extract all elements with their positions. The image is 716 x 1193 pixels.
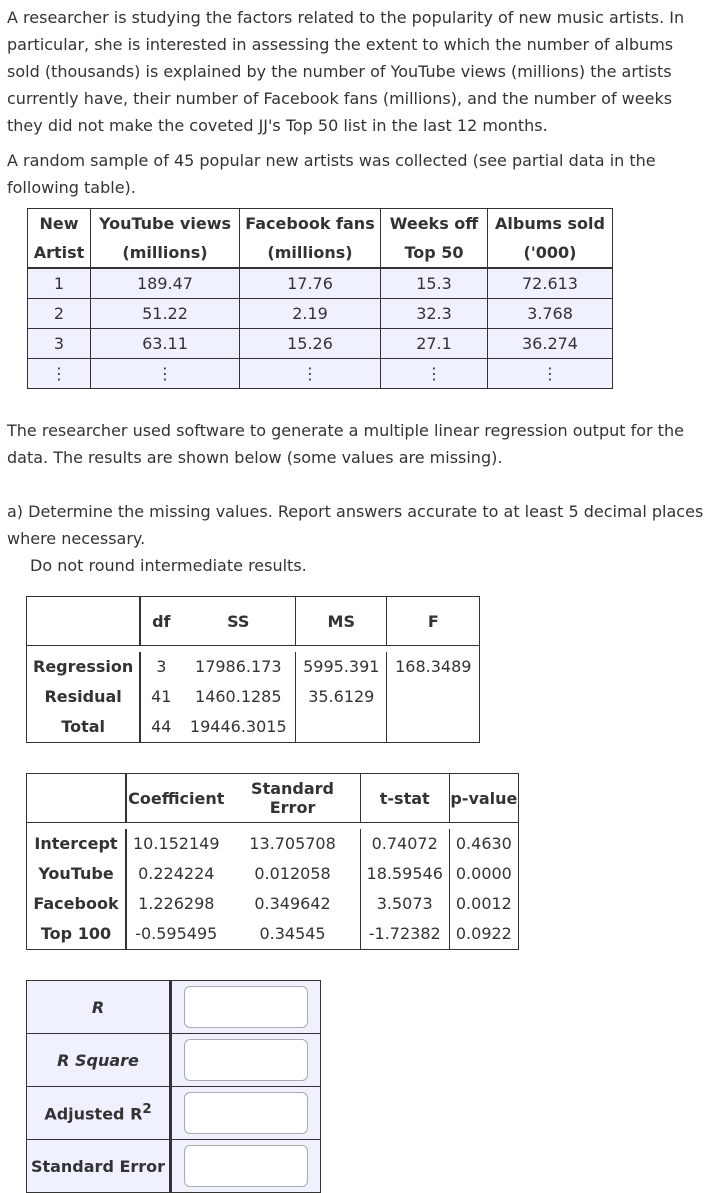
r-square-input[interactable] xyxy=(184,1039,308,1081)
anova-corner xyxy=(27,597,141,646)
cell: 51.22 xyxy=(91,299,240,329)
header-youtube-1: YouTube views xyxy=(91,209,240,239)
cell: 72.613 xyxy=(488,268,613,299)
table-row xyxy=(27,981,321,1034)
question-text: a) Determine the missing values. Report answers accurate to at least 5 decimal places where necessary. xyxy=(7,502,704,548)
coef-se: 0.012058 xyxy=(226,859,361,889)
anova-ms xyxy=(296,712,387,743)
r-label xyxy=(27,981,171,1034)
adjusted-r2-superscript: 2 xyxy=(142,1102,152,1118)
table-row xyxy=(27,1034,321,1087)
r-square-label xyxy=(27,1034,171,1087)
header-weeks-1: Weeks off xyxy=(381,209,488,239)
header-albums-2: ('000) xyxy=(488,238,613,268)
coef-p: 0.4630 xyxy=(449,829,518,859)
cell: 32.3 xyxy=(381,299,488,329)
table-row xyxy=(27,889,519,919)
coefficients-table xyxy=(26,773,519,950)
fit-statistics-table xyxy=(26,980,321,1193)
anova-table xyxy=(26,596,480,743)
table-row xyxy=(27,1087,321,1140)
coef-t: 18.59546 xyxy=(360,859,449,889)
r-square-label-text: R Square xyxy=(57,1050,139,1070)
table-row xyxy=(28,299,613,329)
header-facebook-1: Facebook fans xyxy=(240,209,381,239)
intro-paragraph-2: A random sample of 45 popular new artists was collected (see partial data in the following table). xyxy=(7,151,656,197)
coef-se: 0.34545 xyxy=(226,919,361,950)
coef-p: 0.0012 xyxy=(449,889,518,919)
cell: ⋮ xyxy=(488,359,613,389)
table-row xyxy=(27,829,519,859)
r-input[interactable] xyxy=(184,986,308,1028)
table-row xyxy=(28,329,613,359)
header-artist-1: New xyxy=(28,209,91,239)
header-albums-1: Albums sold xyxy=(488,209,613,239)
header-youtube-2: (millions) xyxy=(91,238,240,268)
standard-error-input[interactable] xyxy=(184,1145,308,1187)
cell: 15.3 xyxy=(381,268,488,299)
cell: 189.47 xyxy=(91,268,240,299)
data-table xyxy=(27,208,613,389)
table-row xyxy=(27,1140,321,1193)
adjusted-r2-input[interactable] xyxy=(184,1092,308,1134)
cell: 3.768 xyxy=(488,299,613,329)
header-artist-2: Artist xyxy=(28,238,91,268)
cell: 36.274 xyxy=(488,329,613,359)
cell: 27.1 xyxy=(381,329,488,359)
table-row xyxy=(27,919,519,950)
cell: 17.76 xyxy=(240,268,381,299)
table-row xyxy=(28,359,613,389)
paragraph-regression: The researcher used software to generate a multiple linear regression output for the data. The results are shown below (some values are missing). xyxy=(7,421,684,467)
coef-se: 13.705708 xyxy=(226,829,361,859)
cell: 3 xyxy=(28,329,91,359)
r-label-text: R xyxy=(91,997,105,1017)
anova-ms: 35.6129 xyxy=(296,682,387,712)
coef-value: 1.226298 xyxy=(126,889,226,919)
cell: 2.19 xyxy=(240,299,381,329)
coef-header-coefficient: Coefficient xyxy=(126,774,226,823)
table-row xyxy=(27,652,480,682)
coef-row-label: Facebook xyxy=(27,889,127,919)
coef-header-t: t-stat xyxy=(360,774,449,823)
anova-ms: 5995.391 xyxy=(296,652,387,682)
anova-f xyxy=(387,712,480,743)
anova-header-ms: MS xyxy=(296,597,387,646)
coef-row-label: Top 100 xyxy=(27,919,127,950)
anova-ss: 19446.3015 xyxy=(181,712,296,743)
cell: 63.11 xyxy=(91,329,240,359)
anova-row-label: Total xyxy=(27,712,141,743)
table-row xyxy=(27,682,480,712)
cell: 15.26 xyxy=(240,329,381,359)
intro-paragraph-1: A researcher is studying the factors related to the popularity of new music artists. In particular, she is interested in assessing the extent to which the number of albums sold (thousands) is explained by the number of YouTube views (millions) the artists currently have, their number of Facebook fans (millions), and the number of weeks they did not make the coveted JJ's Top 50 list in the last 12 months. xyxy=(7,8,685,135)
coef-p: 0.0922 xyxy=(449,919,518,950)
cell: ⋮ xyxy=(381,359,488,389)
coef-header-se: Standard Error xyxy=(226,774,361,823)
adjusted-r2-label-text: Adjusted R xyxy=(44,1104,143,1124)
cell: 2 xyxy=(28,299,91,329)
header-facebook-2: (millions) xyxy=(240,238,381,268)
coef-value: -0.595495 xyxy=(126,919,226,950)
anova-df: 41 xyxy=(140,682,181,712)
coef-t: -1.72382 xyxy=(360,919,449,950)
header-weeks-2: Top 50 xyxy=(381,238,488,268)
anova-df: 3 xyxy=(140,652,181,682)
anova-f xyxy=(387,682,480,712)
question-note: Do not round intermediate results. xyxy=(30,556,307,575)
anova-row-label: Residual xyxy=(27,682,141,712)
anova-header-ss: SS xyxy=(181,597,296,646)
cell: ⋮ xyxy=(28,359,91,389)
coef-p: 0.0000 xyxy=(449,859,518,889)
anova-df: 44 xyxy=(140,712,181,743)
anova-header-f: F xyxy=(387,597,480,646)
anova-header-df: df xyxy=(140,597,181,646)
coef-value: 10.152149 xyxy=(126,829,226,859)
coef-value: 0.224224 xyxy=(126,859,226,889)
table-row xyxy=(28,268,613,299)
table-row xyxy=(27,859,519,889)
coef-corner xyxy=(27,774,127,823)
coef-row-label: Intercept xyxy=(27,829,127,859)
coef-t: 0.74072 xyxy=(360,829,449,859)
adjusted-r2-label xyxy=(27,1087,171,1140)
standard-error-label: Standard Error xyxy=(27,1140,171,1193)
anova-f: 168.3489 xyxy=(387,652,480,682)
table-row xyxy=(27,712,480,743)
cell: ⋮ xyxy=(240,359,381,389)
anova-row-label: Regression xyxy=(27,652,141,682)
coef-se: 0.349642 xyxy=(226,889,361,919)
cell: 1 xyxy=(28,268,91,299)
anova-ss: 1460.1285 xyxy=(181,682,296,712)
anova-ss: 17986.173 xyxy=(181,652,296,682)
coef-header-p: p-value xyxy=(449,774,518,823)
coef-row-label: YouTube xyxy=(27,859,127,889)
coef-t: 3.5073 xyxy=(360,889,449,919)
cell: ⋮ xyxy=(91,359,240,389)
